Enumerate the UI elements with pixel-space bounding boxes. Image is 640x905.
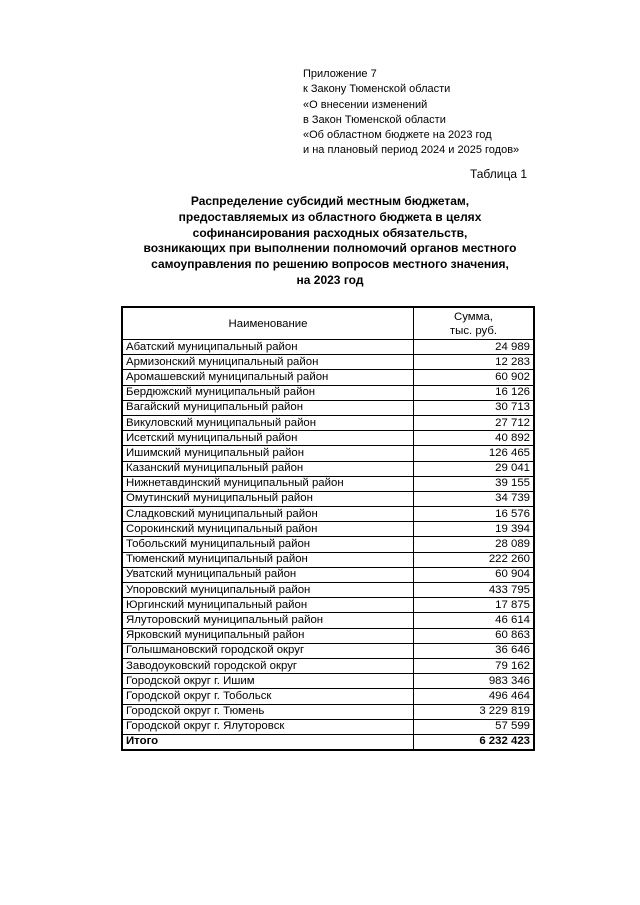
row-sum: 3 229 819: [414, 704, 535, 719]
header-sum: [414, 307, 535, 340]
appendix-line: «Об областном бюджете на 2023 год: [303, 129, 492, 142]
document-title: [110, 194, 550, 289]
title-line: возникающих при выполнении полномочий органов местного: [143, 241, 517, 256]
row-sum: 983 346: [414, 674, 535, 689]
row-name: Ярковский муниципальный район: [122, 628, 414, 643]
row-sum: 16 126: [414, 385, 535, 400]
row-name: Исетский муниципальный район: [122, 431, 414, 446]
row-name: Ишимский муниципальный район: [122, 446, 414, 461]
table-row: [122, 491, 534, 506]
table-row: [122, 552, 534, 567]
row-name: Упоровский муниципальный район: [122, 583, 414, 598]
row-sum: 126 465: [414, 446, 535, 461]
row-sum: 16 576: [414, 507, 535, 522]
row-sum: 19 394: [414, 522, 535, 537]
table-row: [122, 689, 534, 704]
row-sum: 496 464: [414, 689, 535, 704]
row-name: Тюменский муниципальный район: [122, 552, 414, 567]
row-name: Ялуторовский муниципальный район: [122, 613, 414, 628]
header-name: Наименование: [122, 307, 414, 340]
row-name: Абатский муниципальный район: [122, 340, 414, 355]
table-row: [122, 431, 534, 446]
row-sum: 36 646: [414, 643, 535, 658]
table-row: [122, 446, 534, 461]
table-row: [122, 507, 534, 522]
table-row: [122, 385, 534, 400]
table-row: [122, 476, 534, 491]
row-name: Армизонский муниципальный район: [122, 355, 414, 370]
title-line: на 2023 год: [296, 272, 364, 287]
table-row: [122, 583, 534, 598]
table-header-row: [122, 307, 534, 340]
row-name: Городской округ г. Ялуторовск: [122, 719, 414, 734]
row-sum: 60 904: [414, 567, 535, 582]
total-sum: 6 232 423: [414, 734, 535, 750]
table-row: [122, 628, 534, 643]
row-name: Сорокинский муниципальный район: [122, 522, 414, 537]
row-name: Нижнетавдинский муниципальный район: [122, 476, 414, 491]
row-name: Вагайский муниципальный район: [122, 400, 414, 415]
table-row: [122, 719, 534, 734]
row-name: Казанский муниципальный район: [122, 461, 414, 476]
table-row: [122, 613, 534, 628]
table-row: [122, 415, 534, 430]
row-name: Заводоуковский городской округ: [122, 658, 414, 673]
row-name: Юргинский муниципальный район: [122, 598, 414, 613]
row-sum: 39 155: [414, 476, 535, 491]
appendix-line: и на плановый период 2024 и 2025 годов»: [303, 144, 520, 157]
appendix-block: [303, 67, 519, 159]
row-name: Голышмановский городской округ: [122, 643, 414, 658]
title-line: предоставляемых из областного бюджета в целях: [178, 209, 482, 224]
table-row: [122, 537, 534, 552]
row-sum: 433 795: [414, 583, 535, 598]
table-row: [122, 643, 534, 658]
row-name: Городской округ г. Ишим: [122, 674, 414, 689]
row-sum: 79 162: [414, 658, 535, 673]
row-sum: 17 875: [414, 598, 535, 613]
row-name: Викуловский муниципальный район: [122, 415, 414, 430]
table-row: [122, 400, 534, 415]
row-sum: 24 989: [414, 340, 535, 355]
header-sum-line: Сумма,: [454, 310, 493, 323]
appendix-line: «О внесении изменений: [303, 98, 428, 111]
row-name: Бердюжский муниципальный район: [122, 385, 414, 400]
table-body: [122, 340, 534, 735]
row-sum: 27 712: [414, 415, 535, 430]
appendix-line: Приложение 7: [303, 68, 377, 80]
table-row: [122, 370, 534, 385]
table-row: [122, 355, 534, 370]
table-row: [122, 658, 534, 673]
subsidy-table: [121, 306, 535, 751]
appendix-line: в Закон Тюменской области: [303, 113, 446, 126]
row-sum: 40 892: [414, 431, 535, 446]
table-row: [122, 567, 534, 582]
row-sum: 60 863: [414, 628, 535, 643]
title-line: Распределение субсидий местным бюджетам,: [190, 194, 470, 208]
row-sum: 12 283: [414, 355, 535, 370]
table-row: [122, 340, 534, 355]
row-name: Аромашевский муниципальный район: [122, 370, 414, 385]
row-name: Городской округ г. Тюмень: [122, 704, 414, 719]
table-row: [122, 461, 534, 476]
table-row: [122, 704, 534, 719]
row-sum: 28 089: [414, 537, 535, 552]
row-sum: 57 599: [414, 719, 535, 734]
total-label: Итого: [122, 734, 414, 750]
table-row: [122, 674, 534, 689]
row-sum: 60 902: [414, 370, 535, 385]
row-name: Сладковский муниципальный район: [122, 507, 414, 522]
table-row: [122, 598, 534, 613]
appendix-line: к Закону Тюменской области: [303, 83, 451, 96]
row-sum: 34 739: [414, 491, 535, 506]
row-sum: 222 260: [414, 552, 535, 567]
row-name: Тобольский муниципальный район: [122, 537, 414, 552]
table-row: [122, 522, 534, 537]
row-sum: 46 614: [414, 613, 535, 628]
table-number: Таблица 1: [469, 167, 527, 181]
header-sum-line: тыс. руб.: [449, 324, 498, 337]
title-line: самоуправления по решению вопросов местного значения,: [151, 257, 509, 272]
row-name: Уватский муниципальный район: [122, 567, 414, 582]
row-sum: 29 041: [414, 461, 535, 476]
total-row: [122, 734, 534, 750]
title-line: софинансирования расходных обязательств,: [192, 225, 468, 240]
row-name: Омутинский муниципальный район: [122, 491, 414, 506]
row-sum: 30 713: [414, 400, 535, 415]
row-name: Городской округ г. Тобольск: [122, 689, 414, 704]
